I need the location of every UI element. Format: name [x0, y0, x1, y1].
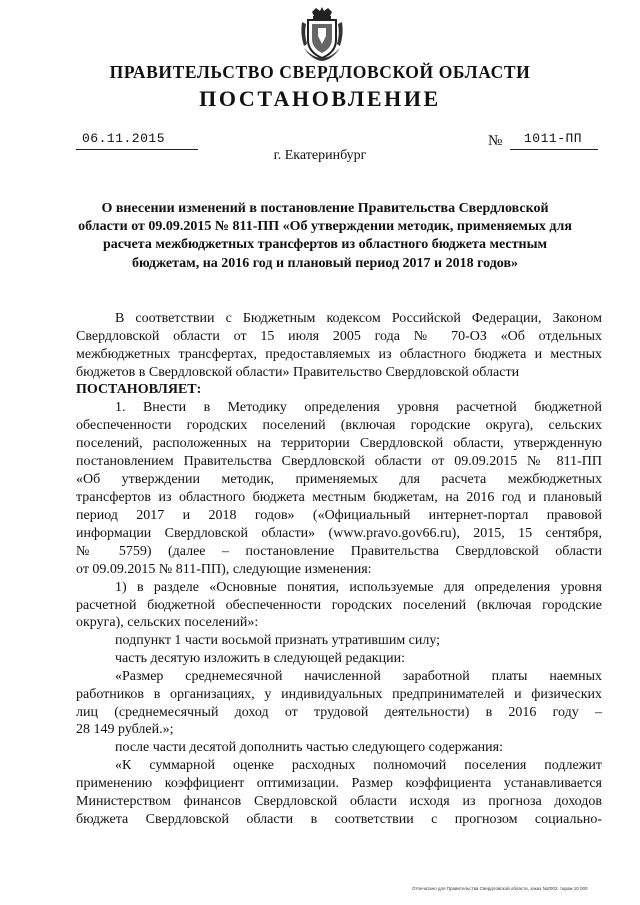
number-sign: №	[488, 133, 503, 149]
body-line: «Об утверждении методик, применяемых для расчета межбюджетных	[76, 472, 602, 487]
body-line: межбюджетных трансфертах, предоставляемых из областного бюджета и местных	[76, 347, 602, 362]
body-line: работников в организациях, у индивидуальных предпринимателей и физических	[76, 687, 602, 702]
body-line: поселений, расположенных на территории Свердловской области, утвержденную	[76, 436, 602, 451]
body-line: В соответствии с Бюджетным кодексом Российской Федерации, Законом	[115, 311, 602, 326]
decree-number: 1011-ПП	[524, 131, 583, 146]
body-line: бюджета Свердловской области в соответствии с прогнозом социально-	[76, 812, 602, 827]
print-footer: Отпечатано для Правительства Свердловской области, заказ №2002, тираж 10 000	[412, 886, 588, 891]
body-line: часть десятую изложить в следующей редакции:	[115, 651, 405, 666]
body-line: 1. Внести в Методику определения уровня расчетной бюджетной	[115, 400, 602, 415]
government-name: ПРАВИТЕЛЬСТВО СВЕРДЛОВСКОЙ ОБЛАСТИ	[109, 62, 531, 82]
decree-date: 06.11.2015	[82, 131, 166, 146]
city: г. Екатеринбург	[273, 148, 367, 163]
body-line: Министерством финансов Свердловской области исходя из прогноза доходов	[76, 794, 602, 809]
body-line: «Размер среднемесячной начисленной заработной платы наемных	[115, 669, 602, 684]
body-line: постановлением Правительства Свердловской области от 09.09.2015 № 811-ПП	[76, 454, 602, 469]
document-type: ПОСТАНОВЛЕНИЕ	[199, 86, 441, 111]
body-line: округа), сельских поселений»:	[76, 615, 259, 630]
body-line: подпункт 1 части восьмой признать утратившим силу;	[115, 633, 441, 648]
body-line: трансфертов из областного бюджета местным бюджетам, на 2016 год и плановый	[76, 490, 602, 505]
body-line: 28 149 рублей.»;	[76, 722, 174, 737]
decree-title: О внесении изменений в постановление Правительства Свердловской области от 09.09.2015 № 811-ПП «Об утверждении методик, применяемых для расчета межбюджетных трансфертов из областного бюджета местным бюджетам, на 2016 год и плановый период 2017 и 2018 годов»	[78, 201, 572, 271]
body-line: 1) в разделе «Основные понятия, используемые для определения уровня	[115, 580, 602, 595]
body-line: применению коэффициент оптимизации. Размер коэффициента устанавливается	[76, 776, 602, 791]
body-line: бюджетов в Свердловской области» Правительство Свердловской области	[76, 365, 520, 380]
body-line: № 5759) (далее – постановление Правительства Свердловской области	[76, 544, 602, 559]
body-line: информации Свердловской области» (www.pravo.gov66.ru), 2015, 15 сентября,	[76, 526, 602, 541]
body-line: расчетной бюджетной обеспеченности городских поселений (включая городские	[76, 598, 602, 613]
body-line: обеспеченности городских поселений (включая городские округа), сельских	[76, 418, 602, 433]
body-line: «К суммарной оценке расходных полномочий поселения подлежит	[115, 758, 602, 773]
coat-of-arms-emblem	[298, 6, 346, 62]
resolves-heading: ПОСТАНОВЛЯЕТ:	[76, 382, 202, 397]
body-line: от 09.09.2015 № 811-ПП), следующие изменения:	[76, 562, 372, 577]
body-line: после части десятой дополнить частью следующего содержания:	[115, 740, 503, 755]
body-line: лиц (среднемесячный доход от трудовой деятельности) в 2016 году –	[76, 705, 602, 720]
body-line: Свердловской области от 15 июля 2005 года № 70-ОЗ «Об отдельных	[76, 329, 602, 344]
body-line: период 2017 и 2018 годов» («Официальный интернет-портал правовой	[76, 508, 602, 523]
